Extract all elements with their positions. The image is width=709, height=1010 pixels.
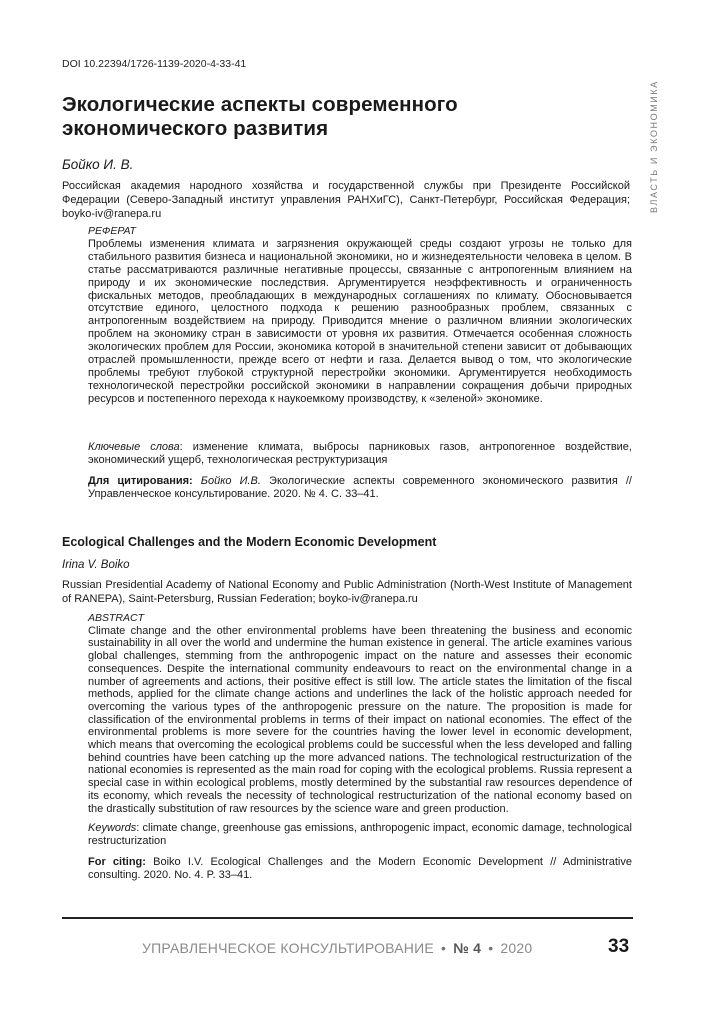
keywords-en	[88, 822, 632, 848]
citation-en	[88, 856, 632, 882]
section-side-label: ВЛАСТЬ И ЭКОНОМИКА	[649, 80, 659, 214]
citation-ru-label: Для цитирования:	[88, 475, 193, 487]
article-title-ru: Экологические аспекты современного экономического развития	[62, 93, 458, 140]
citation-ru-author: Бойко И.В.	[200, 475, 261, 487]
citation-en-text: Boiko I.V. Ecological Challenges and the Modern Economic Development // Administrative consulting. 2020. No. 4. P. 33–41.	[88, 856, 632, 881]
abstract-en-text: Climate change and the other environmental problems have been threatening the business and economic sustainability in all over the world and undermine the human existence in general. The article examines various global challenges, stemming from the anthropogenic impact on the nature and assesses their economic consequences. Despite the international community endeavours to react on the environmental change in a number of agreements and actions, their positive effect is still low. The article states the limitation of the fiscal methods, applied for the climate change actions and underlines the lack of the holistic approach needed for overcoming the various types of the anthropogenic pressure on the nature. The proposition is made for classification of the environmental problems in terms of their impact on national economies. The effect of the environmental problems is more severe for the countries having the lower level in economic development, which means that overcoming the ecological problems could be successful when the less developed and falling behind countries have been catching up the more advanced nations. The technological restructurization of the national economies is represented as the main road for coping with the ecological problems. Russia represent a special case in within ecological problems, mostly determined by the substantial raw resources dependence of its economy, which reveals the necessity of technological restructurization of the national economy based on the drastically substitution of raw resources by the science ware and green production.	[88, 624, 632, 815]
footer-rule	[62, 917, 633, 919]
journal-name: УПРАВЛЕНЧЕСКОЕ КОНСУЛЬТИРОВАНИЕ	[142, 940, 434, 956]
footer-separator: •	[441, 940, 447, 956]
keywords-en-label: Keywords	[88, 822, 137, 834]
author-ru: Бойко И. В.	[62, 157, 134, 172]
abstract-ru-label: РЕФЕРАТ	[88, 225, 136, 237]
abstract-en-label: ABSTRACT	[88, 612, 145, 624]
citation-en-label: For citing:	[88, 856, 146, 868]
abstract-en	[88, 612, 632, 815]
page-number: 33	[608, 936, 630, 957]
affiliation-en: Russian Presidential Academy of National Economy and Public Administration (North-West Institute of Management of RANEPA), Saint-Petersburg, Russian Federation; boyko-iv@ranepa.ru	[62, 579, 632, 605]
author-en: Irina V. Boiko	[62, 559, 130, 571]
affiliation-ru: Российская академия народного хозяйства и государственной службы при Президенте Российской Федерации (Северо-Западный институт управления РАНХиГС), Санкт-Петербург, Российская Федерация; boyko-iv@ranepa.ru	[62, 180, 630, 220]
doi-line: DOI 10.22394/1726-1139-2020-4-33-41	[62, 58, 247, 70]
issue-year: 2020	[500, 940, 533, 956]
footer-separator: •	[488, 940, 494, 956]
abstract-ru-text: Проблемы изменения климата и загрязнения окружающей среды создают угрозы не только для стабильного развития бизнеса и национальной экономики, но и жизнедеятельности человека в целом. В статье рассматриваются различные негативные процессы, связанные с антропогенным влиянием на природу и их экономические последствия. Аргументируется неэффективность и ограниченность фискальных методов, преобладающих в международных соглашениях по климату. Обосновывается отсутствие единого, целостного подхода к решению разнообразных проблем, связанных с антропогенным воздействием на природу. Приводится мнение о различном влиянии экологических проблем на экономику стран в зависимости от уровня их развития. Отмечается особенная сложность экологических проблем для России, экономика которой в значительной степени зависит от добывающих отраслей промышленности, прежде всего от нефти и газа. Делается вывод о том, что экологические проблемы требуют глубокой структурной перестройки экономики. Аргументируется необходимость технологической перестройки российской экономики в направлении сокращения добычи природных ресурсов и постепенного перехода к наукоемкому производству, к «зеленой» экономике.	[88, 237, 632, 405]
keywords-ru-text: : изменение климата, выбросы парниковых газов, антропогенное воздействие, экономический ущерб, технологическая реструктуризация	[88, 441, 632, 466]
citation-ru-text: Экологические аспекты современного экономического развития // Управленческое консультирование. 2020. № 4. С. 33–41.	[88, 475, 632, 500]
article-title-en: Ecological Challenges and the Modern Economic Development	[62, 535, 437, 549]
abstract-ru	[88, 225, 632, 406]
keywords-ru-label: Ключевые слова	[88, 441, 180, 453]
keywords-ru	[88, 441, 632, 467]
keywords-en-text: : climate change, greenhouse gas emissions, anthropogenic impact, economic damage, technological restructurization	[88, 822, 632, 847]
citation-ru	[88, 475, 632, 501]
running-footer	[142, 940, 532, 956]
issue-number: № 4	[453, 940, 482, 956]
